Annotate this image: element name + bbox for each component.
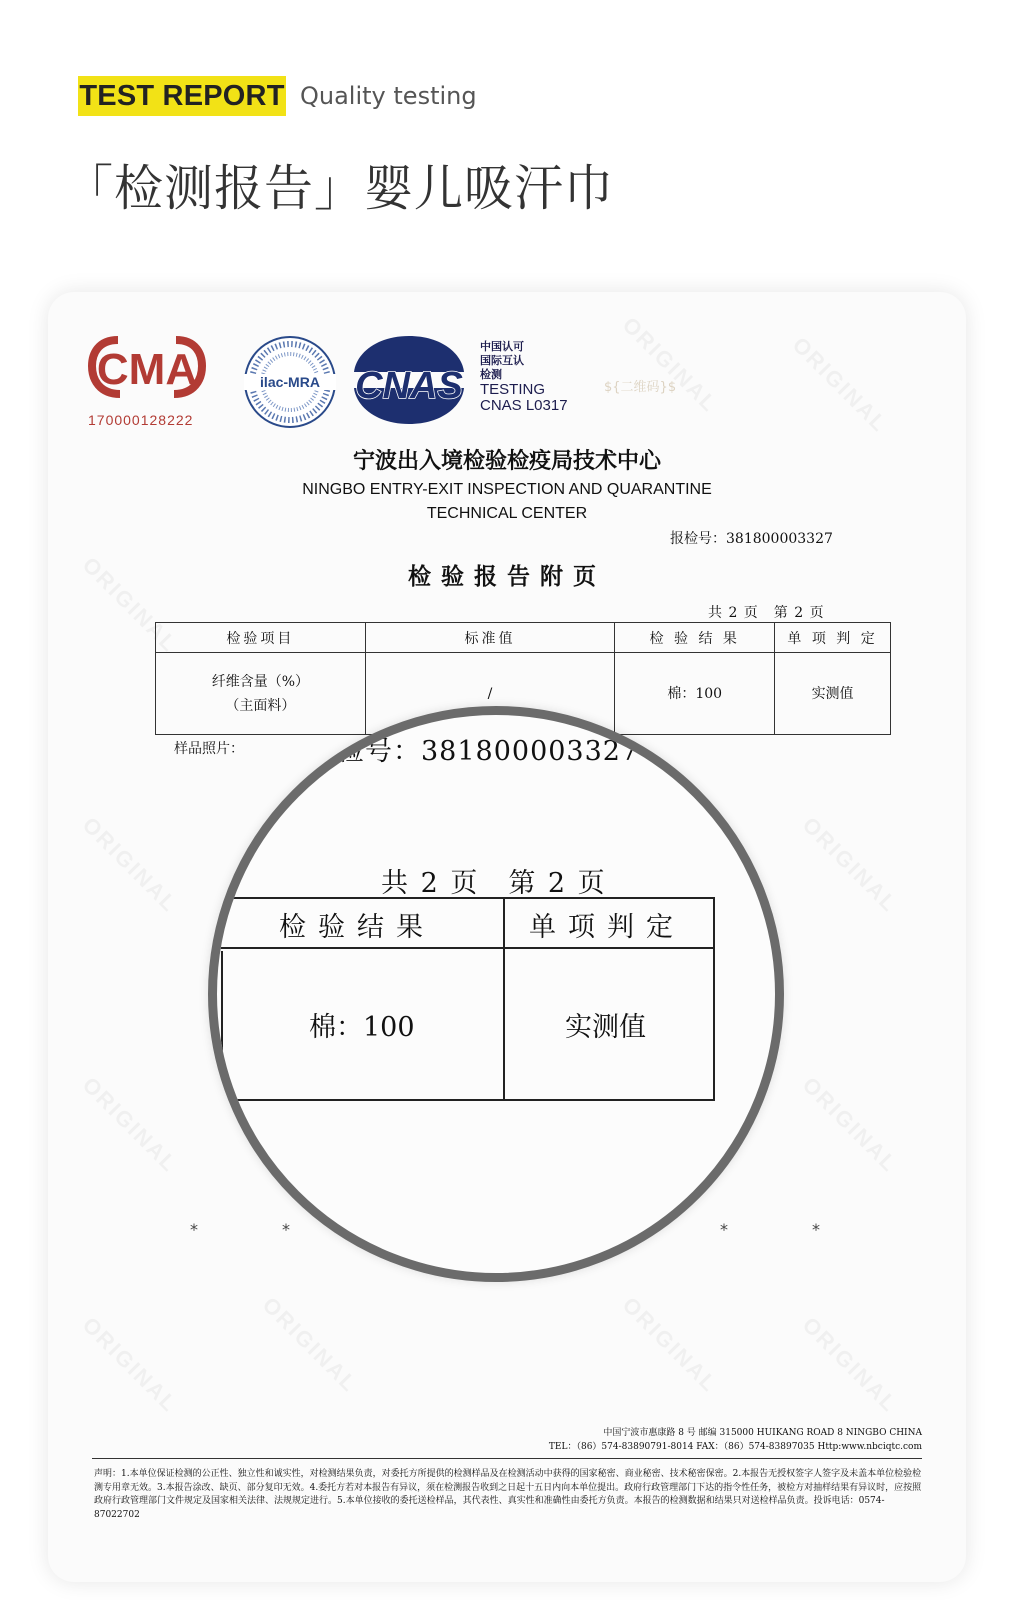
watermark bbox=[77, 812, 183, 918]
cnas-logo bbox=[346, 332, 472, 428]
organization-name-cn: 宁波出入境检验检疫局技术中心 bbox=[352, 449, 661, 474]
header-standard-value: 标准值 bbox=[365, 623, 615, 653]
zoomed-table-left-border bbox=[221, 951, 223, 1099]
svg-text:ilac-MRA: ilac-MRA bbox=[260, 374, 320, 390]
header-judgement: 单 项 判 定 bbox=[775, 623, 891, 653]
organization-name-en: NINGBO ENTRY-EXIT INSPECTION AND QUARANTINE TECHNICAL CENTER bbox=[302, 481, 712, 522]
svg-text:CMA: CMA bbox=[96, 345, 198, 394]
cell-standard-value: / bbox=[365, 653, 615, 735]
cell-test-result: 棉：100 bbox=[615, 653, 775, 735]
zoomed-results-table bbox=[217, 897, 715, 1101]
watermark bbox=[787, 332, 893, 438]
report-number: 报检号：381800003327 bbox=[670, 531, 833, 547]
watermark bbox=[257, 1292, 363, 1398]
watermark bbox=[797, 1312, 903, 1418]
asterisk-mark: * bbox=[190, 1220, 198, 1239]
quality-testing-subtitle: Quality testing bbox=[300, 82, 477, 110]
cell-judgement: 实测值 bbox=[775, 653, 891, 735]
watermark bbox=[77, 1072, 183, 1178]
cma-logo bbox=[88, 332, 206, 402]
watermark bbox=[797, 1072, 903, 1178]
page-headline: 「检测报告」婴儿吸汗巾 bbox=[64, 160, 615, 217]
zoomed-header-result: 检验结果 bbox=[279, 912, 435, 943]
test-report-badge: TEST REPORT bbox=[78, 76, 286, 116]
report-document bbox=[48, 292, 966, 1582]
watermark bbox=[617, 312, 723, 418]
qr-placeholder-text: ${二维码}$ bbox=[604, 380, 677, 395]
watermark bbox=[797, 812, 903, 918]
magnifier-zoom bbox=[208, 706, 784, 1282]
asterisk-mark: * bbox=[812, 1220, 820, 1239]
footer-divider bbox=[92, 1458, 922, 1459]
watermark bbox=[617, 1292, 723, 1398]
zoomed-page-count: 共 2 页 第 2 页 bbox=[381, 868, 607, 899]
header-test-item: 检验项目 bbox=[156, 623, 366, 653]
report-disclaimer: 声明：1.本单位保证检测的公正性、独立性和诚实性，对检测结果负责，对委托方所提供的检测样品及在检测活动中获得的国家秘密、商业秘密、技术秘密保密。2.本报告无授权签字人签字及未盖本单位检验检测专用章无效。3.本报告涂改、缺页、部分复印无效。4.委托方若对本报告有异议，须在检测报告收到之日起十五日内向本单位提出。政府行政管理部门下达的指令性任务，被检方对抽样结果有异议时，应按照政府行政管理部门文件规定及国家相关法律、法规规定进行。5.本单位接收的委托送检样品，其代表性、真实性和准确性由委托方负责。本报告的检测数据和结果只对送检样品负责。投诉电话：0574-87022702 bbox=[94, 1469, 922, 1520]
lab-address: 中国宁波市惠康路 8 号 邮编 315000 HUIKANG ROAD 8 NINGBO CHINA TEL：（86）574-83890791-8014 FAX：（86）574-83897035 Http:www.nbciqtc.com bbox=[548, 1428, 922, 1452]
table-header-row bbox=[156, 623, 891, 653]
cell-test-item: 纤维含量（%） （主面料） bbox=[156, 653, 366, 735]
zoomed-report-number: 检号：381800003327 bbox=[337, 736, 640, 767]
cma-certificate-number: 170000128222 bbox=[88, 412, 194, 428]
asterisk-mark: * bbox=[282, 1220, 290, 1239]
watermark bbox=[77, 1312, 183, 1418]
sample-photo-label: 样品照片： bbox=[174, 741, 244, 757]
svg-text:CNAS: CNAS bbox=[355, 365, 463, 407]
cnas-accreditation-text: 中国认可 国际互认 检测 TESTING CNAS L0317 bbox=[480, 341, 568, 414]
zoomed-header-judgement: 单项判定 bbox=[529, 912, 685, 943]
ilac-mra-logo bbox=[242, 334, 338, 430]
report-page-title: 检验报告附页 bbox=[408, 564, 606, 590]
zoomed-value-judgement: 实测值 bbox=[565, 1012, 646, 1043]
page-count: 共 2 页 第 2 页 bbox=[708, 605, 825, 621]
header-test-result: 检 验 结 果 bbox=[615, 623, 775, 653]
asterisk-mark: * bbox=[720, 1220, 728, 1239]
zoomed-value-result: 棉：100 bbox=[309, 1012, 415, 1043]
